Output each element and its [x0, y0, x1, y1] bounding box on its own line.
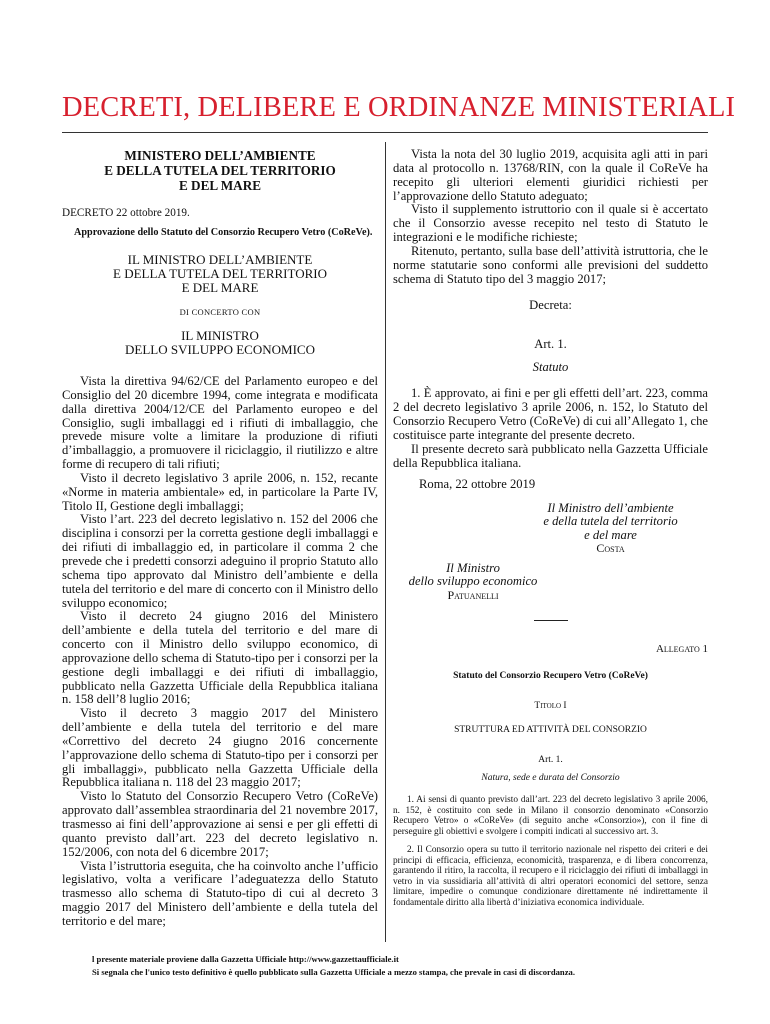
concerto-label: DI CONCERTO CON: [179, 307, 261, 317]
signatory-name: Costa: [596, 541, 625, 555]
annex-label: Allegato 1: [655, 643, 708, 655]
preamble-paragraph: Visto l’art. 223 del decreto legislativo n. 152 del 2006 che disciplina i consorzi per la corretta gestione degli imballaggi e dei rifiuti di imballaggio ed, in particolare il comma 2 che prevede che i predetti consorzi adeguino il proprio Statuto allo schema tipo approvato dal Ministro dell’ambiente e della tutela del territorio e del mare di concerto con il Ministro dello sviluppo economico;: [62, 512, 378, 610]
signature-line: dello sviluppo economico: [408, 574, 538, 588]
article-paragraph: Il presente decreto sarà pubblicato nella Gazzetta Ufficiale della Repubblica italiana.: [393, 441, 708, 470]
preamble-paragraph: Vista la nota del 30 luglio 2019, acquisita agli atti in pari data al protocollo n. 13768/RIN, con la quale il CoReVe ha recepito gli ulteriori elementi giuridici richiesti per l’approvazione dello Statuto adeguato;: [393, 147, 708, 203]
column-divider: [385, 142, 386, 942]
decreta-label: Decreta:: [529, 298, 572, 313]
preamble-paragraph: Ritenuto, pertanto, sulla base dell’attività istruttoria, che le norme statutarie sono conformi alle previsioni del suddetto schema di Statuto tipo del 3 maggio 2017;: [393, 243, 708, 286]
decree-date: DECRETO 22 ottobre 2019.: [62, 207, 190, 219]
article-subtitle: Statuto: [532, 360, 569, 375]
signature-line: Il Ministro dell’ambiente: [547, 500, 674, 515]
preamble-paragraph: Visto il supplemento istruttorio con il quale si è accertato che il Consorzio avesse recepito nel testo di Statuto le integrazioni e le modifiche richieste;: [393, 202, 708, 245]
issuing-minister: [62, 253, 378, 295]
signatory-name: Patuanelli: [447, 587, 499, 602]
footer-line: Si segnala che l'unico testo definitivo è quello pubblicato sulla Gazzetta Ufficiale a mezzo stampa, che prevale in casi di discordanza.: [92, 966, 575, 977]
preamble-paragraph: Visto lo Statuto del Consorzio Recupero Vetro (CoReVe) approvato dall’assemblea straordinaria del 21 novembre 2017, trasmesso ai fini dell’approvazione ai sensi e per gli effetti di quanto previsto dall’art. 223 del decreto legislativo n. 152/2006, con nota del 6 dicembre 2017;: [62, 789, 378, 859]
statute-article-title: Art. 1.: [538, 755, 563, 765]
minister-line: E DELLA TUTELA DEL TERRITORIO: [113, 266, 327, 281]
signature-line: e della tutela del territorio: [543, 514, 678, 528]
title-heading: Titolo I: [534, 701, 567, 711]
statute-title: Statuto del Consorzio Recupero Vetro (CoReVe): [453, 671, 648, 681]
signature-environment-minister: [393, 502, 708, 556]
left-column: [62, 148, 378, 929]
minister-line: IL MINISTRO: [181, 328, 259, 343]
ministry-line: E DELLA TUTELA DEL TERRITORIO: [104, 163, 336, 178]
place-date: Roma, 22 ottobre 2019: [419, 476, 536, 491]
signature-line: e del mare: [584, 527, 637, 542]
header-rule: [62, 132, 708, 133]
minister-line: DELLO SVILUPPO ECONOMICO: [125, 342, 315, 357]
separator-line: [534, 620, 568, 621]
section-title: DECRETI, DELIBERE E ORDINANZE MINISTERIALI: [62, 92, 736, 123]
preamble-paragraph: Visto il decreto 24 giugno 2016 del Ministero dell’ambiente e della tutela del territorio e del mare di concerto con il Ministro dello sviluppo economico, di approvazione dello schema di Statuto-tipo per i consorzi per la gestione degli imballaggi e dei rifiuti di imballaggio, pubblicato nella Gazzetta Ufficiale della Repubblica italiana n. 158 dell’8 luglio 2016;: [62, 609, 378, 707]
footer-notice: [92, 953, 712, 978]
ministry-line: MINISTERO DELL’AMBIENTE: [124, 148, 316, 163]
statute-paragraph: 1. Ai sensi di quanto previsto dall’art. 223 del decreto legislativo 3 aprile 2006, n. 152, è costituito con sede in Milano il consorzio denominato «Consorzio Recupero Vetro» o «CoReVe» (di seguito anche «Consorzio»), con il fine di perseguire gli obiettivi e svolgere i compiti indicati al successivo art. 3.: [393, 795, 708, 837]
statute-paragraph: 2. Il Consorzio opera su tutto il territorio nazionale nel rispetto dei criteri e dei principi di efficacia, efficienza, economicità, trasparenza, e di libera concorrenza, garantendo il ritiro, la raccolta, il recupero e il riciclaggio dei rifiuti di imballaggi in vetro in via sussidiaria all’attività di altri operatori economici del settore, senza limitare, impedire o comunque condizionare direttamente né indirettamente il fondamentale diritto alla libertà d’iniziativa economica individuale.: [393, 845, 708, 908]
decree-subject: Approvazione dello Statuto del Consorzio Recupero Vetro (CoReVe).: [74, 227, 373, 238]
statute-article-subtitle: Natura, sede e durata del Consorzio: [481, 773, 620, 783]
structure-heading: STRUTTURA ED ATTIVITÀ DEL CONSORZIO: [454, 725, 647, 735]
preamble-paragraph: Vista la direttiva 94/62/CE del Parlamento europeo e del Consiglio del 20 dicembre 1994, come integrata e modificata dalla direttiva 2004/12/CE del Parlamento europeo e del Consiglio, sugli imballaggi ed i rifiuti di imballaggio, che prevede misure volte a limitare la produzione di rifiuti d’imballaggio, a promuovere il riciclaggio, il riutilizzo e altre forme di recupero di tali rifiuti;: [62, 374, 378, 472]
minister-line: E DEL MARE: [181, 280, 259, 295]
signature-economic-minister: [393, 562, 553, 603]
footer-line: l presente materiale proviene dalla Gazzetta Ufficiale http://www.gazzettaufficiale.it: [92, 954, 399, 964]
right-column: [393, 148, 708, 908]
ministry-line: E DEL MARE: [178, 178, 262, 193]
ministry-heading: [62, 148, 378, 193]
preamble-paragraph: Visto il decreto 3 maggio 2017 del Ministero dell’ambiente e della tutela del territorio e del mare «Correttivo del decreto 24 giugno 2016 concernente l’approvazione dello schema di Statuto-tipo per i consorzi per gli imballaggi», pubblicato nella Gazzetta Ufficiale della Repubblica italiana n. 118 del 23 maggio 2017;: [62, 706, 378, 790]
concurring-minister: [62, 329, 378, 357]
signature-line: Il Ministro: [446, 560, 500, 575]
article-paragraph: 1. È approvato, ai fini e per gli effetti dell’art. 223, comma 2 del decreto legislativo 3 aprile 2006, n. 152, lo Statuto del Consorzio Recupero Vetro (CoReVe) di cui all’Allegato 1, che costituisce parte integrante del presente decreto.: [393, 386, 708, 442]
article-title: Art. 1.: [534, 337, 567, 352]
preamble-paragraph: Visto il decreto legislativo 3 aprile 2006, n. 152, recante «Norme in materia ambientale» ed, in particolare la Parte IV, Titolo II, Gestione degli imballaggi;: [62, 470, 378, 513]
minister-line: IL MINISTRO DELL’AMBIENTE: [127, 252, 313, 267]
preamble-paragraph: Vista l’istruttoria eseguita, che ha coinvolto anche l’ufficio legislativo, volta a verificare l’adeguatezza dello Statuto trasmesso allo schema di Statuto-tipo di cui al decreto 3 maggio 2017 del Ministero dell’ambiente e della tutela del territorio e del mare;: [62, 858, 378, 928]
